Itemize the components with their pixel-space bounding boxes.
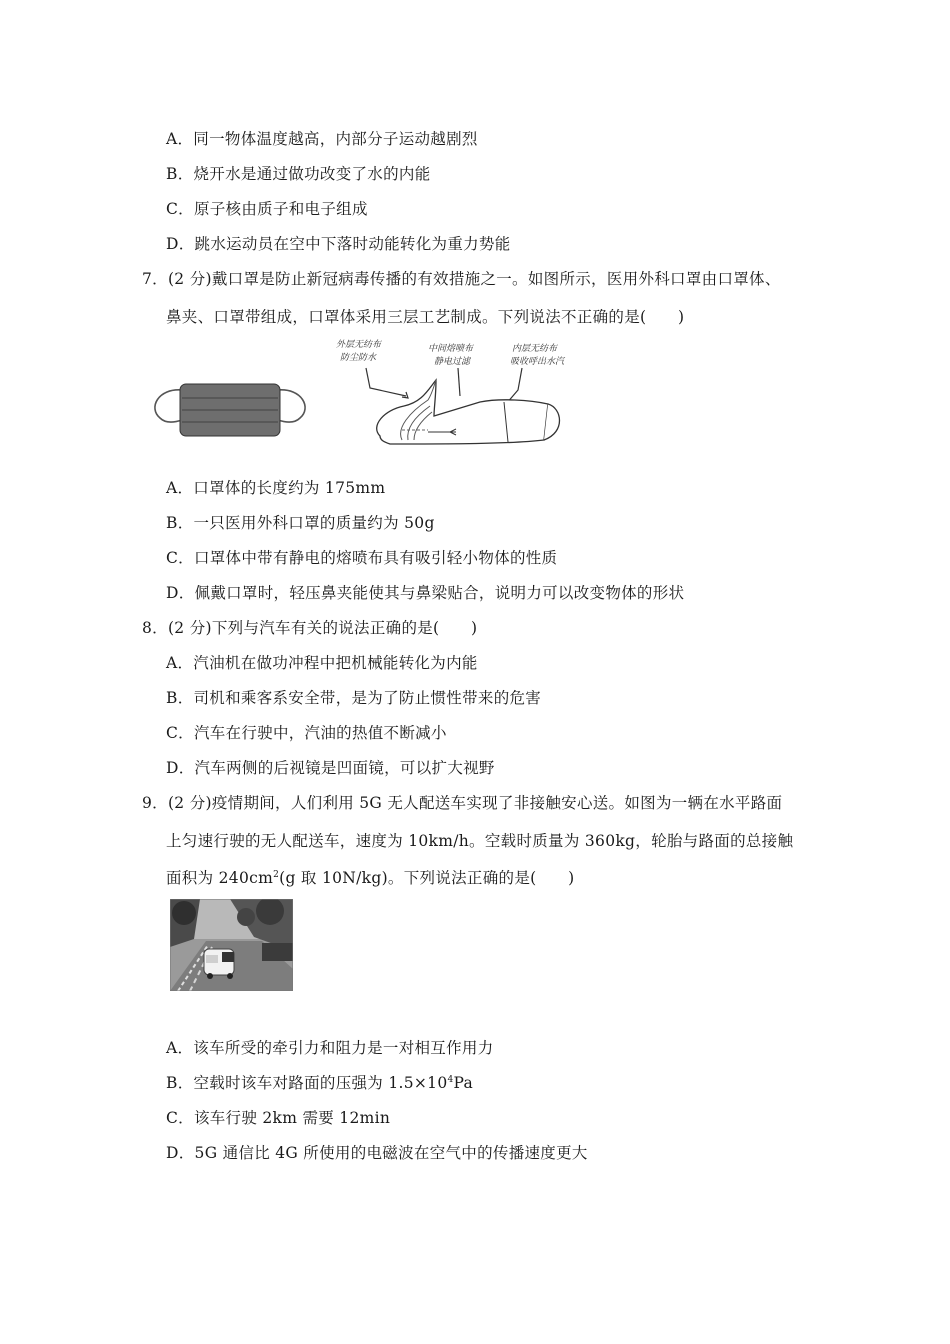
q6-option-d: D．跳水运动员在空中下落时动能转化为重力势能 — [166, 235, 511, 253]
svg-text:防尘防水: 防尘防水 — [340, 353, 377, 363]
label-middle-layer: 中间熔喷布 — [428, 344, 474, 354]
q6-option-c: C．原子核由质子和电子组成 — [166, 200, 368, 218]
q9-option-c: C．该车行驶 2km 需要 12min — [166, 1109, 391, 1127]
q9-stem-line3: 面积为 $240cm^2(g$ 取 10N/kg)。下列说法正确的是( ) — [166, 869, 575, 887]
delivery-vehicle-photo — [170, 899, 293, 991]
mask-front-figure — [150, 378, 310, 442]
svg-text:吸收呼出水汽: 吸收呼出水汽 — [510, 357, 565, 367]
q8-stem: 8．(2 分)下列与汽车有关的说法正确的是( ) — [142, 619, 478, 637]
q9-option-b: B．空载时该车对路面的压强为 $1.5\times 10^4Pa$ — [166, 1074, 474, 1092]
q7-option-b: B．一只医用外科口罩的质量约为 50g — [166, 514, 435, 532]
q8-option-a: A．汽油机在做功冲程中把机械能转化为内能 — [166, 654, 478, 672]
svg-text:静电过滤: 静电过滤 — [434, 357, 471, 367]
q9-option-d: D．5G 通信比 4G 所使用的电磁波在空气中的传播速度更大 — [166, 1144, 588, 1162]
q9-stem-line2: 上匀速行驶的无人配送车，速度为 10km/h。空载时质量为 360kg，轮胎与路面的总接触 — [166, 832, 794, 850]
q8-option-c: C．汽车在行驶中，汽油的热值不断减小 — [166, 724, 447, 742]
q7-stem-line2: 鼻夹、口罩带组成，口罩体采用三层工艺制成。下列说法不正确的是( ) — [166, 308, 685, 326]
q8-option-d: D．汽车两侧的后视镜是凹面镜，可以扩大视野 — [166, 759, 495, 777]
q7-option-a: A．口罩体的长度约为 175mm — [166, 479, 386, 497]
q7-stem-line1: 7．(2 分)戴口罩是防止新冠病毒传播的有效措施之一。如图所示，医用外科口罩由口罩体、 — [142, 270, 781, 288]
q6-option-b: B．烧开水是通过做功改变了水的内能 — [166, 165, 431, 183]
label-outer-layer: 外层无纺布 — [336, 340, 382, 350]
q7-option-c: C．口罩体中带有静电的熔喷布具有吸引轻小物体的性质 — [166, 549, 558, 567]
mask-layers-figure — [330, 336, 595, 452]
label-inner-layer: 内层无纺布 — [512, 344, 558, 354]
q8-option-b: B．司机和乘客系安全带，是为了防止惯性带来的危害 — [166, 689, 542, 707]
q9-stem-line1: 9．(2 分)疫情期间，人们利用 5G 无人配送车实现了非接触安心送。如图为一辆在水平路面 — [142, 794, 783, 812]
q9-option-a: A．该车所受的牵引力和阻力是一对相互作用力 — [166, 1039, 494, 1057]
q7-option-d: D．佩戴口罩时，轻压鼻夹能使其与鼻梁贴合，说明力可以改变物体的形状 — [166, 584, 685, 602]
q6-option-a: A．同一物体温度越高，内部分子运动越剧烈 — [166, 130, 478, 148]
